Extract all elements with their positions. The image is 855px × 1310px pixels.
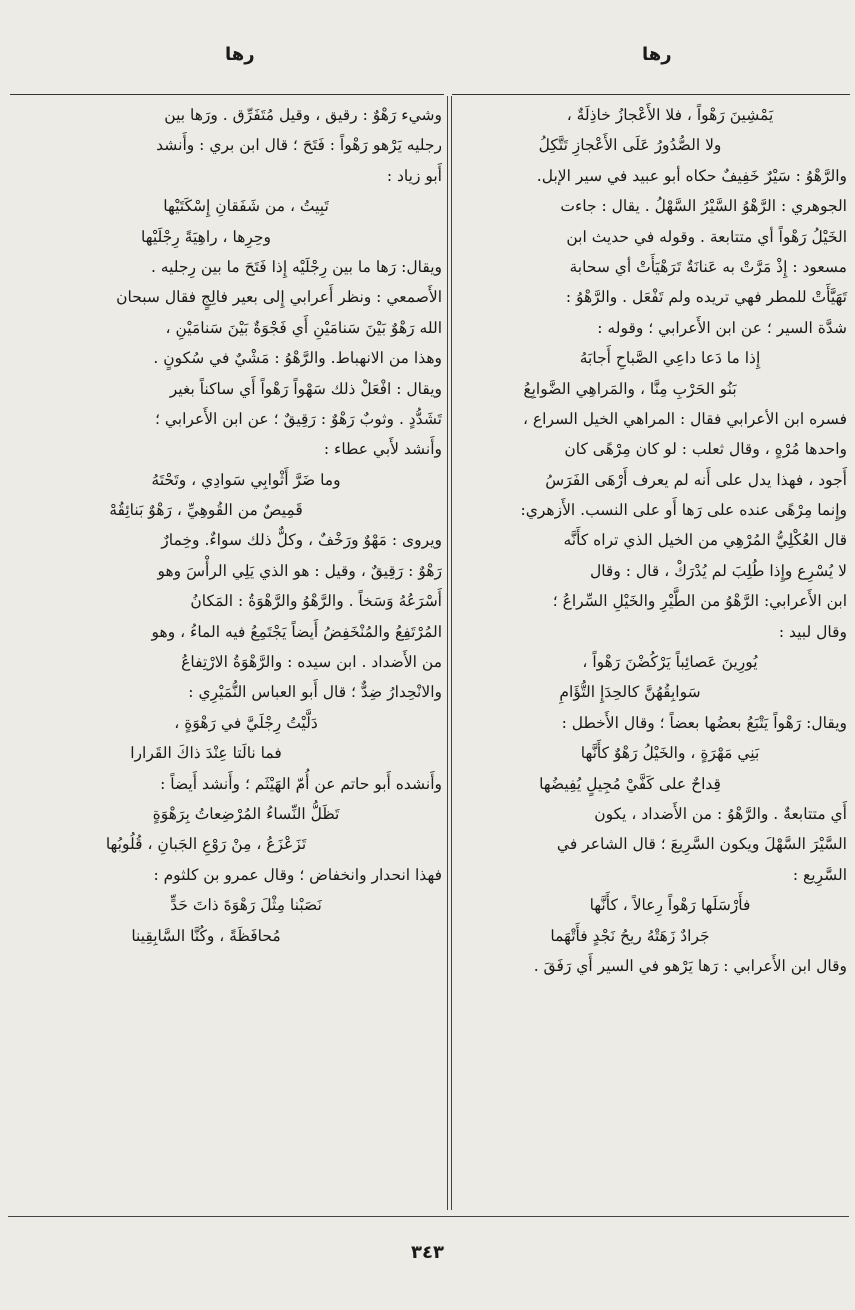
text-line: السَّرِيع : [792,865,847,884]
verse-line: تَظَلُّ النِّساءُ المُرْضِعاتُ بِرَهْوَةٍ [152,804,340,823]
text-line: وأَنشده أَبو حاتم عن أُمّ الهَيْثَم ؛ وأَنشد أَيضاً : [160,774,442,793]
text-line: الخَيْلُ رَهْواً أي متتابعة . وقوله في حديث ابن [566,227,847,246]
text-line: وقال ابن الأَعرابي : رَها يَرْهو في السير أَي رَفَقَ . [533,956,847,975]
verse-line: تَزَعْزَعُ ، مِنْ رَوْعِ الجَبانِ ، قُلُوبُها [105,835,307,854]
text-line: وقال لبيد : [778,622,847,641]
text-line: تَشَدُّدٍ . وثوبٌ رَهْوٌ : رَقِيقٌ ؛ عن ابن الأَعرابي ؛ [155,409,442,428]
text-line: تَهَيَّأَتْ للمطر فهي تريده ولم تَفْعَل . والرَّهْوُ : [565,288,847,307]
page-number: ٣٤٣ [411,1242,444,1263]
text-line: واحدها مُرْهٍ ، وقال ثعلب : لو كان مِرْهًى كان [564,440,847,459]
text-line: وشيء رَهْوٌ : رقيق ، وقيل مُتَفَرِّق . ورَها بين [164,106,442,124]
text-line: أَجود ، فهذا يدل على أَنه لم يعرف أَرْهَى الفَرَسُ [545,470,847,489]
verse-line: بَنِي مَهْرَةٍ ، والخَيْلُ رَهْوٌ كأَنَّها [580,744,760,763]
header-word-right: رها [642,44,672,65]
text-line: ويقال: رَها ما بين رِجْلَيْه إِذا فَتَحَ ما بين رِجليه . [150,257,442,276]
text-line: الله رَهْوٌ بَيْنَ سَنامَيْنِ أَي فَجْوَةٌ بَيْنَ سَنامَيْنِ ، [165,318,442,337]
text-line: الأَصمعي : ونظر أَعرابي إِلى بعير فالِجٍ فقال سبحان [116,288,442,307]
verse-line: بَنُو الحَرْبِ مِنَّا ، والمَراهِي الضَّوابِعُ [523,379,737,398]
text-line: رَهْوٌ : رَقِيقٌ ، وقيل : هو الذي يَلِي الرأْسَ وهو [157,561,442,580]
header-word-left: رها [225,44,255,65]
text-line: ويقال: رَهْواً يَتْبَعُ بعضُها بعضاً ؛ وقال الأَخطل : [561,713,847,732]
text-line: فسره ابن الأعرابي فقال : المراهي الخيل السراع ، [522,409,847,428]
text-line: فهذا انحدار وانخفاض ؛ وقال عمرو بن كلثوم : [153,865,442,884]
verse-line: تَبِيتُ ، من شَفَقانِ إِسْكَتَيْها [163,197,329,216]
verse-line: نَصَبْنا مِثْلَ رَهْوَةَ ذاتَ حَدٍّ [170,896,322,915]
verse-line: قَمِيصٌ من القُوهِيِّ ، رَهْوٌ بَنائِقُهْ [109,501,303,520]
text-line: ويروى : مَهْوٌ ورَخْفٌ ، وكلٌّ ذلك سواءٌ. وخِمارٌ [161,531,442,550]
text-line: المُرْتَفِعُ والمُنْخَفِضُ أَيضاً يَجْتَمِعُ فيه الماءُ ، وهو [151,622,442,641]
text-line: الجوهري : الرَّهْوُ السَّيْرُ السَّهْلُ . يقال : جاءت [560,197,847,216]
verse-line: مُحافَظَةً ، وكُنَّا السَّابِقِينا [131,926,281,945]
text-line: وإِنما مِرْهًى عنده على رَها أَو على النسب. الأَزهري: [520,501,847,520]
text-line: أَسْرَعُهُ وَسَخاً . والرَّهْوُ والرَّهْوَةُ : المَكانُ [190,592,442,611]
text-line: من الأَضداد . ابن سيده : والرَّهْوَةُ الارْتِفاعُ [181,653,442,672]
verse-line: قِداحٌ على كَفَّيْ مُجِيلٍ يُفِيضُها [539,774,721,793]
column-divider [447,96,448,1210]
text-line: لا يُسْرِع وإِذا طُلِبَ لم يُدْرَكْ ، قال : وقال [589,561,847,580]
text-line: والانْحِدارُ ضِدٌّ ؛ قال أَبو العباس النُّمَيْرِي : [188,683,442,702]
text-line: وأَنشد لأَبي عطاء : [323,440,442,459]
left-column [10,100,442,1208]
right-column [453,100,853,1208]
verse-line: فأَرْسَلَها رَهْواً رِعالاً ، كأَنَّها [589,896,751,915]
text-line: شدَّة السير ؛ عن ابن الأَعرابي ؛ وقوله : [597,318,847,337]
text-line: ابن الأَعرابي: الرَّهْوُ من الطَّيْرِ والخَيْلِ السِّراعُ ؛ [552,592,847,611]
text-line: أَبو زياد : [386,166,442,185]
text-line: السَّيْرَ السَّهْلَ ويكون السَّرِيعَ ؛ قال الشاعر في [556,835,847,854]
verse-line: ولا الصُّدُورُ عَلَى الأَعْجازِ تَتَّكِلُ [538,136,722,155]
verse-line: دَلَّيْتُ رِجْلَيَّ في رَهْوَةٍ ، [174,713,318,732]
verse-line: وما ضَرَّ أَثْوابِي سَوادِي ، وتَحْتَهُ [151,470,341,489]
text-line: وهذا من الانهباط. والرَّهْوُ : مَشْيٌ في سُكونٍ . [153,349,442,368]
text-line: والرَّهْوُ : سَيْرٌ خَفِيفٌ حكاه أبو عبيد في سير الإبل. [536,166,847,185]
text-line: رجليه يَرْهو رَهْواً : فَتَحَ ؛ قال ابن بري : وأَنشد [156,136,442,155]
verse-line: يُورِينَ عَصائِباً يَرْكُضْنَ رَهْواً ، [582,653,758,672]
text-line: مسعود : إِذْ مَرَّتْ به عَنانَةٌ تَرَهْيَأَتْ أي سحابة [569,257,847,276]
verse-line: يَمْشِينَ رَهْواً ، فلا الأَعْجازُ خاذِلَةٌ ، [566,106,774,124]
text-line: أَي متتابعةٌ . والرَّهْوُ : من الأَضداد ، يكون [594,804,847,823]
text-line: قال العُكْلِيُّ المُرْهِي من الخيل الذي تراه كأَنَّه [563,531,847,550]
verse-line: إِذا ما دَعا داعِي الصَّباحِ أَجابَهُ [579,349,761,368]
verse-line: جَرادٌ زَهَتْهُ ريحُ نَجْدٍ فأَتْهَما [550,926,710,945]
column-divider-inner [451,96,452,1210]
verse-line: فما نالَتا عِنْدَ ذاكَ القَرارا [130,744,282,763]
verse-line: وحِرِها ، راهِيَةً رِجْلَيْها [141,227,271,246]
top-rule-left [10,94,444,95]
top-rule-right [452,94,850,95]
text-line: ويقال : افْعَلْ ذلك سَهْواً رَهْواً أَي ساكناً بغير [169,379,442,398]
verse-line: سَوابِقُهُنَّ كالحِدَإِ التُّؤَامِ [559,683,701,702]
bottom-rule [8,1216,849,1217]
